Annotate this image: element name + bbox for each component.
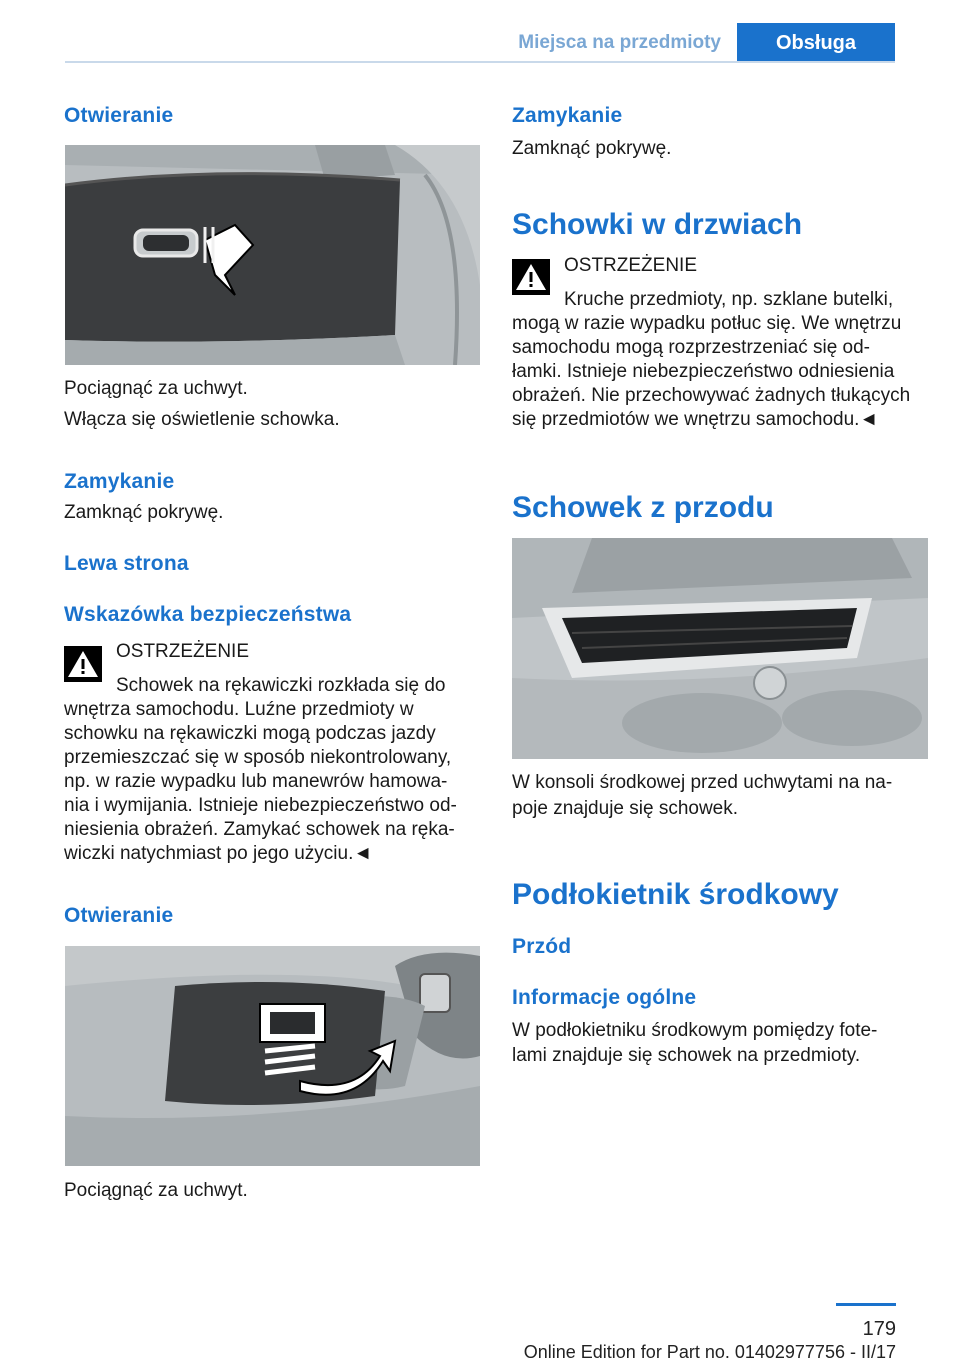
warning-left-line-5: np. w razie wypadku lub manewrów hamowa- xyxy=(64,771,448,792)
footer-divider xyxy=(836,1303,896,1306)
front-storage-line-1: W konsoli środkowej przed uchwytami na na- xyxy=(512,772,893,793)
open2-text-1: Pociągnąć za uchwyt. xyxy=(64,1180,248,1201)
warning-left-line-2: wnętrza samochodu. Luźne przedmioty w xyxy=(64,699,414,720)
warning-right-line-3: samochodu mogą rozprzestrzeniać się od- xyxy=(512,337,871,358)
header-tab: Obsługa xyxy=(737,23,895,63)
left-glovebox-image xyxy=(65,946,480,1166)
heading-armrest: Podłokietnik środkowy xyxy=(512,878,839,911)
warning-left-line-3: schowku na rękawiczki mogą podczas jazdy xyxy=(64,723,436,744)
front-storage-image xyxy=(512,538,928,759)
footer-edition: Online Edition for Part no. 01402977756 - II/17 xyxy=(523,1342,896,1362)
warning-right-line-6: się przedmiotów we wnętrzu samochodu.◄ xyxy=(512,409,879,430)
warning-left-line-7: niesienia obrażeń. Zamykać schowek na ręka- xyxy=(64,819,455,840)
header-section-title: Miejsca na przedmioty xyxy=(518,32,721,53)
heading-front-storage: Schowek z przodu xyxy=(512,491,774,524)
warning-triangle-icon xyxy=(512,259,550,295)
heading-close-left: Zamykanie xyxy=(64,470,175,493)
warning-triangle-icon xyxy=(64,646,102,682)
heading-general-info: Informacje ogólne xyxy=(512,986,697,1009)
header-divider xyxy=(65,61,895,63)
warning-title-right: OSTRZEŻENIE xyxy=(564,255,698,276)
heading-door-storage: Schowki w drzwiach xyxy=(512,208,803,241)
open1-text-2: Włącza się oświetlenie schowka. xyxy=(64,409,340,430)
close-text-left: Zamknąć pokrywę. xyxy=(64,502,224,523)
warning-left-line-4: przemieszczać się w sposób niekontrolowany, xyxy=(64,747,452,768)
warning-right-line-5: obrażeń. Nie przechowywać żadnych tłukących xyxy=(512,385,911,406)
heading-left-side: Lewa strona xyxy=(64,552,189,575)
close-text-right: Zamknąć pokrywę. xyxy=(512,138,672,159)
heading-front-armrest: Przód xyxy=(512,935,572,958)
warning-left-line-6: nia i wymijania. Istnieje niebezpieczeństwo od- xyxy=(64,795,457,816)
warning-left-line-1: Schowek na rękawiczki rozkłada się do xyxy=(116,675,446,696)
warning-right-line-4: łamki. Istnieje niebezpieczeństwo odniesienia xyxy=(512,361,895,382)
glovebox-image xyxy=(65,145,480,365)
armrest-line-1: W podłokietniku środkowym pomiędzy fote- xyxy=(512,1020,878,1041)
armrest-line-2: lami znajduje się schowek na przedmioty. xyxy=(512,1045,861,1066)
warning-right-line-2: mogą w razie wypadku potłuc się. We wnętrzu xyxy=(512,313,902,334)
page-number: 179 xyxy=(862,1318,896,1340)
warning-title-left: OSTRZEŻENIE xyxy=(116,641,250,662)
open1-text-1: Pociągnąć za uchwyt. xyxy=(64,378,248,399)
heading-open-2: Otwieranie xyxy=(64,904,174,927)
front-storage-line-2: poje znajduje się schowek. xyxy=(512,798,739,819)
warning-right-line-1: Kruche przedmioty, np. szklane butelki, xyxy=(564,289,894,310)
heading-safety: Wskazówka bezpieczeństwa xyxy=(64,603,352,626)
warning-left-line-8: wiczki natychmiast po jego użyciu.◄ xyxy=(64,843,373,864)
heading-open-1: Otwieranie xyxy=(64,104,174,127)
heading-close-right: Zamykanie xyxy=(512,104,623,127)
